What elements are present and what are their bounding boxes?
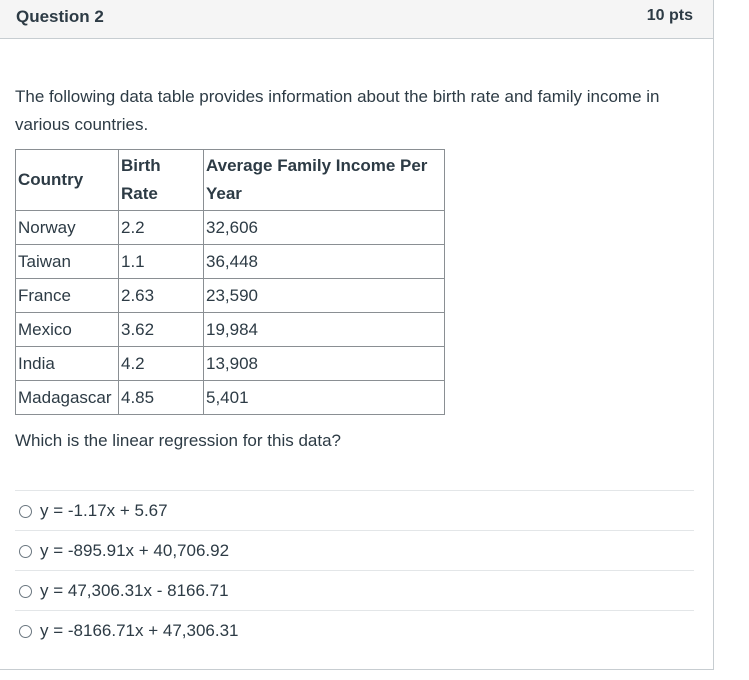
question-title: Question 2 (16, 7, 104, 26)
cell-income: 36,448 (204, 245, 445, 279)
table-header-row (16, 150, 445, 211)
table-row (16, 313, 445, 347)
cell-birth-rate: 3.62 (119, 313, 204, 347)
cell-country: France (16, 279, 119, 313)
column-header-income: Average Family Income Per Year (204, 150, 445, 211)
answer-option[interactable] (15, 490, 694, 530)
cell-birth-rate: 4.2 (119, 347, 204, 381)
cell-income: 5,401 (204, 381, 445, 415)
radio-button[interactable] (19, 625, 32, 638)
cell-birth-rate: 2.2 (119, 211, 204, 245)
column-header-birth-rate: Birth Rate (119, 150, 204, 211)
cell-income: 13,908 (204, 347, 445, 381)
answer-option[interactable] (15, 530, 694, 570)
question-header (0, 0, 713, 39)
answer-list (15, 490, 694, 650)
radio-button[interactable] (19, 585, 32, 598)
question-text: The following data table provides information about the birth rate and family income in various countries. (15, 87, 660, 134)
cell-country: India (16, 347, 119, 381)
answer-option[interactable] (15, 570, 694, 610)
answer-option[interactable] (15, 610, 694, 650)
cell-country: Mexico (16, 313, 119, 347)
answer-label[interactable]: y = -8166.71x + 47,306.31 (40, 620, 239, 640)
column-header-country: Country (16, 150, 119, 211)
table-row (16, 245, 445, 279)
cell-income: 32,606 (204, 211, 445, 245)
radio-button[interactable] (19, 505, 32, 518)
cell-birth-rate: 4.85 (119, 381, 204, 415)
question-points: 10 pts (646, 7, 693, 24)
answer-label[interactable]: y = -895.91x + 40,706.92 (40, 540, 230, 560)
data-table (15, 149, 445, 415)
table-row (16, 347, 445, 381)
cell-birth-rate: 1.1 (119, 245, 204, 279)
cell-income: 23,590 (204, 279, 445, 313)
table-row (16, 381, 445, 415)
question-prompt: Which is the linear regression for this data? (15, 431, 341, 450)
cell-country: Norway (16, 211, 119, 245)
cell-income: 19,984 (204, 313, 445, 347)
radio-button[interactable] (19, 545, 32, 558)
answer-label[interactable]: y = 47,306.31x - 8166.71 (40, 580, 229, 600)
table-row (16, 279, 445, 313)
answer-label[interactable]: y = -1.17x + 5.67 (40, 500, 168, 520)
cell-country: Madagascar (16, 381, 119, 415)
cell-country: Taiwan (16, 245, 119, 279)
table-row (16, 211, 445, 245)
cell-birth-rate: 2.63 (119, 279, 204, 313)
